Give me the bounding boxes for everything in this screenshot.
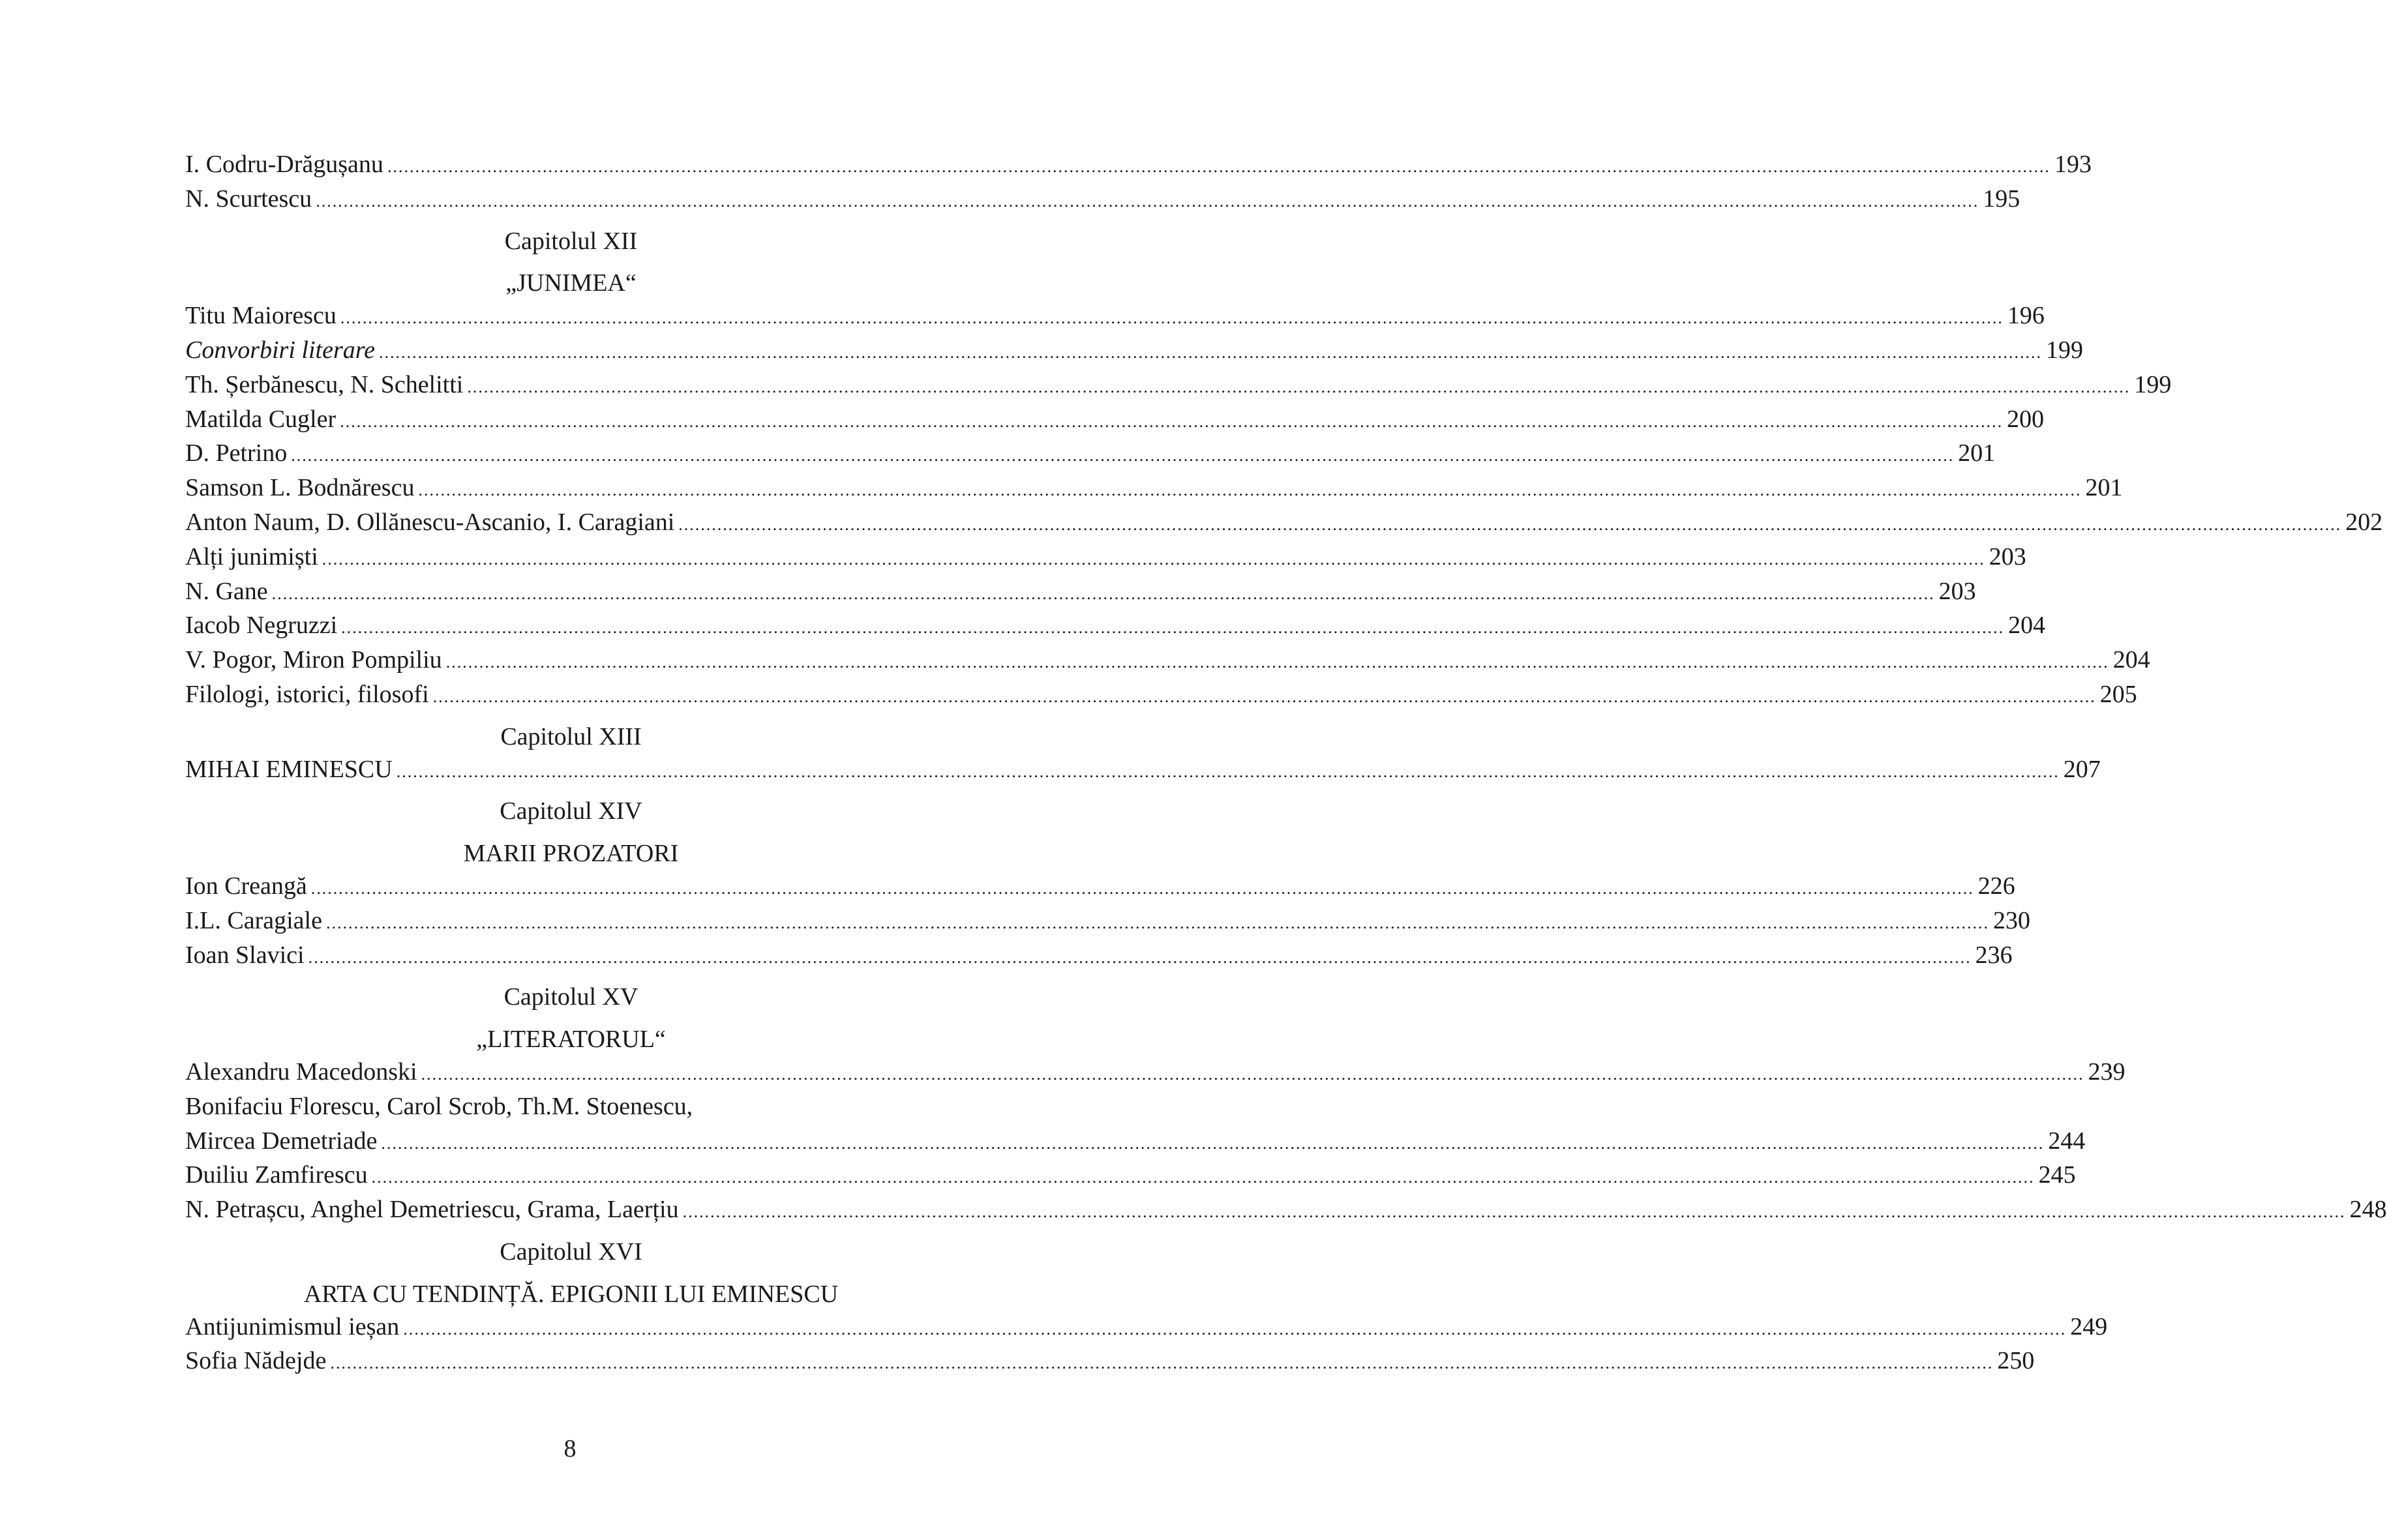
dot-leader: ............................................................................................................................................................................................................................................................................................................: [403, 1319, 2067, 1339]
toc-entry-label: Th. Șerbănescu, N. Schelitti: [185, 370, 464, 398]
toc-entry: [185, 1310, 2108, 1344]
dot-leader: ............................................................................................................................................................................................................................................................................................................: [381, 1133, 2045, 1153]
toc-entry-page: 244: [2048, 1127, 2086, 1155]
toc-entry-label: Anton Naum, D. Ollănescu-Ascanio, I. Caragiani: [185, 508, 675, 536]
dot-leader: ............................................................................................................................................................................................................................................................................................................: [432, 687, 2096, 706]
toc-entry: [185, 436, 1996, 471]
dot-leader: ............................................................................................................................................................................................................................................................................................................: [308, 947, 1972, 967]
toc-entry-label: I.L. Caragiale: [185, 906, 322, 934]
dot-leader: ............................................................................................................................................................................................................................................................................................................: [682, 1202, 2346, 1222]
toc-entry: [185, 299, 2045, 333]
toc-entry-label: Duiliu Zamfirescu: [185, 1161, 368, 1189]
dot-leader: ............................................................................................................................................................................................................................................................................................................: [340, 308, 2004, 328]
toc-entry: [185, 147, 2092, 182]
toc-entry: [185, 402, 2045, 437]
chapter-heading: „JUNIMEA“: [505, 269, 637, 297]
toc-entry: [185, 904, 2030, 938]
toc-entry-page: 203: [1938, 577, 1976, 605]
toc-entry-page: 199: [2134, 370, 2172, 398]
dot-leader: ............................................................................................................................................................................................................................................................................................................: [291, 446, 1955, 466]
toc-entry: [185, 643, 2150, 677]
toc-entry-label: I. Codru-Drăgușanu: [185, 151, 383, 178]
toc-entry: [185, 1055, 2125, 1089]
chapter-heading: Capitolul XV: [503, 983, 638, 1011]
toc-entry-page: 230: [1992, 906, 2030, 934]
toc-entry: [185, 505, 2383, 540]
dot-leader: ............................................................................................................................................................................................................................................................................................................: [371, 1168, 2035, 1187]
toc-entry-page: 249: [2070, 1312, 2108, 1340]
toc-entry-label: Matilda Cugler: [185, 405, 337, 433]
toc-entry: [185, 1124, 2086, 1159]
toc-entry-page: 239: [2088, 1058, 2125, 1086]
toc-entry: [185, 368, 2172, 402]
toc-entry-page: 204: [2008, 612, 2046, 640]
toc-entry: [185, 1089, 957, 1124]
dot-leader: ............................................................................................................................................................................................................................................................................................................: [341, 618, 2005, 638]
dot-leader: ............................................................................................................................................................................................................................................................................................................: [387, 157, 2050, 176]
toc-entry-label: Alexandru Macedonski: [185, 1058, 417, 1086]
toc-entry-page: 201: [2085, 474, 2123, 502]
toc-entry: [185, 938, 2013, 973]
toc-entry: [185, 677, 2137, 712]
toc-entry: [185, 540, 2026, 574]
toc-entry-label: D. Petrino: [185, 439, 288, 467]
dot-leader: ............................................................................................................................................................................................................................................................................................................: [421, 1064, 2084, 1084]
toc-entry-label: Mircea Demetriade: [185, 1127, 378, 1155]
chapter-heading: „LITERATORUL“: [476, 1026, 666, 1054]
dot-leader: ............................................................................................................................................................................................................................................................................................................: [396, 762, 2060, 781]
dot-leader: ............................................................................................................................................................................................................................................................................................................: [271, 584, 1935, 603]
toc-entry-label: Alți junimiști: [185, 542, 318, 570]
toc-entry: [185, 1344, 2035, 1378]
page-number: 8: [563, 1435, 577, 1462]
toc-entry-page: 203: [1989, 542, 2026, 570]
toc-entry: [185, 1192, 2387, 1227]
toc-entry-label: Bonifaciu Florescu, Carol Scrob, Th.M. Stoenescu,: [185, 1092, 693, 1120]
toc-entry-label: Iacob Negruzzi: [185, 612, 338, 640]
toc-entry-label: Filologi, istorici, filosofi: [185, 680, 429, 708]
toc-entry-label: V. Pogor, Miron Pompiliu: [185, 646, 442, 674]
toc-entry-label: Samson L. Bodnărescu: [185, 474, 415, 502]
toc-entry: [185, 1158, 2076, 1192]
chapter-heading: MARII PROZATORI: [463, 840, 679, 868]
toc-entry: [185, 182, 2020, 216]
toc-entry-page: 245: [2038, 1161, 2076, 1189]
dot-leader: ............................................................................................................................................................................................................................................................................................................: [316, 191, 1979, 211]
toc-entry-label: N. Gane: [185, 577, 268, 605]
toc-entry-page: 200: [2007, 405, 2045, 433]
toc-entry-page: 236: [1975, 941, 2013, 969]
toc-entry-label: Ion Creangă: [185, 872, 307, 900]
toc-entry-page: 250: [1997, 1347, 2035, 1375]
toc-entry: [185, 608, 2046, 643]
toc-entry-page: 204: [2112, 646, 2150, 674]
toc-entry-page: 226: [1977, 872, 2015, 900]
toc-entry-page: 201: [1958, 439, 1996, 467]
dot-leader: ............................................................................................................................................................................................................................................................................................................: [678, 514, 2342, 534]
toc-entry-label: Convorbiri literare: [185, 336, 375, 364]
toc-entry-page: 196: [2007, 302, 2045, 330]
toc-entry-label: Titu Maiorescu: [185, 302, 337, 330]
toc-entry: [185, 752, 2101, 787]
toc-entry-page: 248: [2349, 1196, 2387, 1224]
toc-entry-label: N. Scurtescu: [185, 185, 312, 213]
toc-entry-page: 199: [2045, 336, 2083, 364]
chapter-heading: ARTA CU TENDINȚĂ. EPIGONII LUI EMINESCU: [303, 1280, 839, 1308]
dot-leader: ............................................................................................................................................................................................................................................................................................................: [467, 377, 2131, 396]
table-of-contents: [185, 147, 2387, 1378]
dot-leader: ............................................................................................................................................................................................................................................................................................................: [445, 653, 2109, 672]
toc-entry: [185, 471, 2123, 505]
toc-entry-page: 195: [1983, 185, 2020, 213]
toc-entry-page: 193: [2054, 151, 2092, 178]
chapter-heading: Capitolul XII: [504, 227, 638, 255]
dot-leader: ............................................................................................................................................................................................................................................................................................................: [310, 878, 1974, 898]
dot-leader: ............................................................................................................................................................................................................................................................................................................: [330, 1354, 1994, 1373]
toc-entry-label: MIHAI EMINESCU: [185, 755, 393, 783]
dot-leader: ............................................................................................................................................................................................................................................................................................................: [378, 342, 2042, 362]
toc-entry-label: Antijunimismul ieșan: [185, 1312, 400, 1340]
toc-entry-label: N. Petrașcu, Anghel Demetriescu, Grama, Laerțiu: [185, 1196, 679, 1224]
chapter-heading: Capitolul XVI: [500, 1237, 642, 1266]
dot-leader: ............................................................................................................................................................................................................................................................................................................: [322, 549, 1985, 569]
toc-entry: [185, 869, 2015, 904]
dot-leader: ............................................................................................................................................................................................................................................................................................................: [325, 913, 1989, 932]
dot-leader: ............................................................................................................................................................................................................................................................................................................: [340, 411, 2004, 431]
toc-entry: [185, 333, 2083, 368]
toc-entry-label: Ioan Slavici: [185, 941, 305, 969]
toc-entry: [185, 574, 1976, 609]
chapter-heading: Capitolul XIV: [500, 797, 642, 825]
toc-entry-page: 207: [2063, 755, 2101, 783]
toc-entry-label: Sofia Nădejde: [185, 1347, 327, 1375]
chapter-heading: Capitolul XIII: [500, 722, 642, 750]
dot-leader: ............................................................................................................................................................................................................................................................................................................: [418, 481, 2082, 500]
toc-entry-page: 202: [2345, 508, 2383, 536]
toc-entry-page: 205: [2099, 680, 2137, 708]
